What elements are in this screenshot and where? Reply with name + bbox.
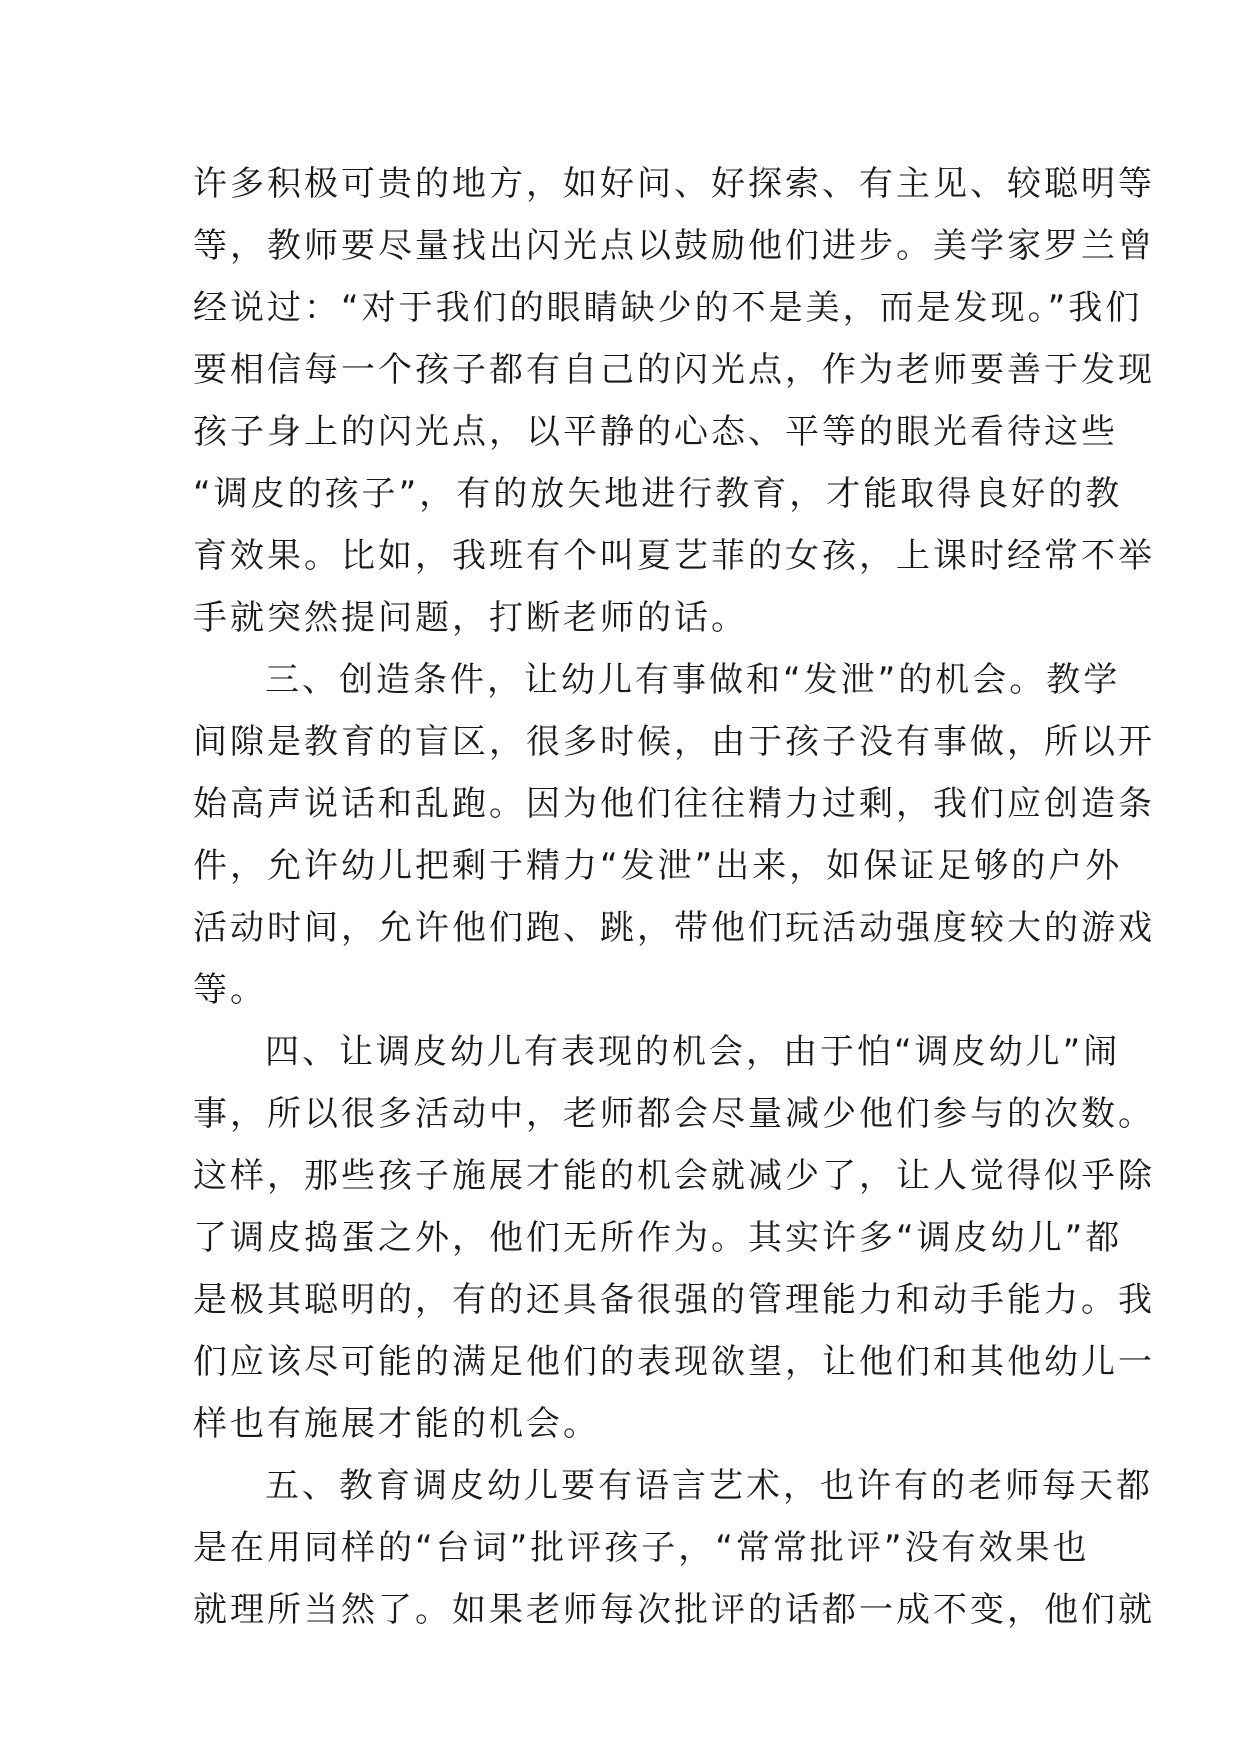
paragraph-four xyxy=(193,1021,1155,1455)
document-body xyxy=(193,153,1155,1641)
paragraph-five xyxy=(193,1455,1155,1641)
text-line: 许多积极可贵的地方，如好问、好探索、有主见、较聪明等 xyxy=(193,164,1155,204)
text-line: 始高声说话和乱跑。因为他们往往精力过剩，我们应创造条 xyxy=(193,784,1155,824)
text-line: 经说过：“对于我们的眼睛缺少的不是美，而是发现。”我们 xyxy=(193,288,1143,328)
paragraph-three xyxy=(193,649,1155,1021)
text-line: 四、让调皮幼儿有表现的机会，由于怕“调皮幼儿”闹 xyxy=(265,1032,1121,1072)
paragraph-continued xyxy=(193,153,1155,649)
text-line: 手就突然提问题，打断老师的话。 xyxy=(193,598,748,638)
text-line: 育效果。比如，我班有个叫夏艺菲的女孩，上课时经常不举 xyxy=(193,536,1155,576)
text-line: 五、教育调皮幼儿要有语言艺术，也许有的老师每天都 xyxy=(265,1466,1153,1506)
text-line: 等。 xyxy=(193,970,267,1010)
text-line: 活动时间，允许他们跑、跳，带他们玩活动强度较大的游戏 xyxy=(193,908,1155,948)
text-line: 间隙是教育的盲区，很多时候，由于孩子没有事做，所以开 xyxy=(193,722,1155,762)
text-line: 三、创造条件，让幼儿有事做和“发泄”的机会。教学 xyxy=(265,660,1121,700)
text-line: 样也有施展才能的机会。 xyxy=(193,1404,600,1444)
text-line: 要相信每一个孩子都有自己的闪光点，作为老师要善于发现 xyxy=(193,350,1155,390)
text-line: 了调皮捣蛋之外，他们无所作为。其实许多“调皮幼儿”都 xyxy=(193,1218,1123,1258)
text-line: 们应该尽可能的满足他们的表现欲望，让他们和其他幼儿一 xyxy=(193,1342,1155,1382)
text-line: 是在用同样的“台词”批评孩子，“常常批评”没有效果也 xyxy=(193,1528,1090,1568)
text-line: 事，所以很多活动中，老师都会尽量减少他们参与的次数。 xyxy=(193,1094,1155,1134)
text-line: 是极其聪明的，有的还具备很强的管理能力和动手能力。我 xyxy=(193,1280,1155,1320)
text-line: 孩子身上的闪光点，以平静的心态、平等的眼光看待这些 xyxy=(193,412,1118,452)
text-line: 就理所当然了。如果老师每次批评的话都一成不变，他们就 xyxy=(193,1590,1155,1630)
text-line: 等，教师要尽量找出闪光点以鼓励他们进步。美学家罗兰曾 xyxy=(193,226,1155,266)
text-line: 件，允许幼儿把剩于精力“发泄”出来，如保证足够的户外 xyxy=(193,846,1123,886)
text-line: 这样，那些孩子施展才能的机会就减少了，让人觉得似乎除 xyxy=(193,1156,1155,1196)
text-line: “调皮的孩子”，有的放矢地进行教育，才能取得良好的教 xyxy=(193,474,1123,514)
